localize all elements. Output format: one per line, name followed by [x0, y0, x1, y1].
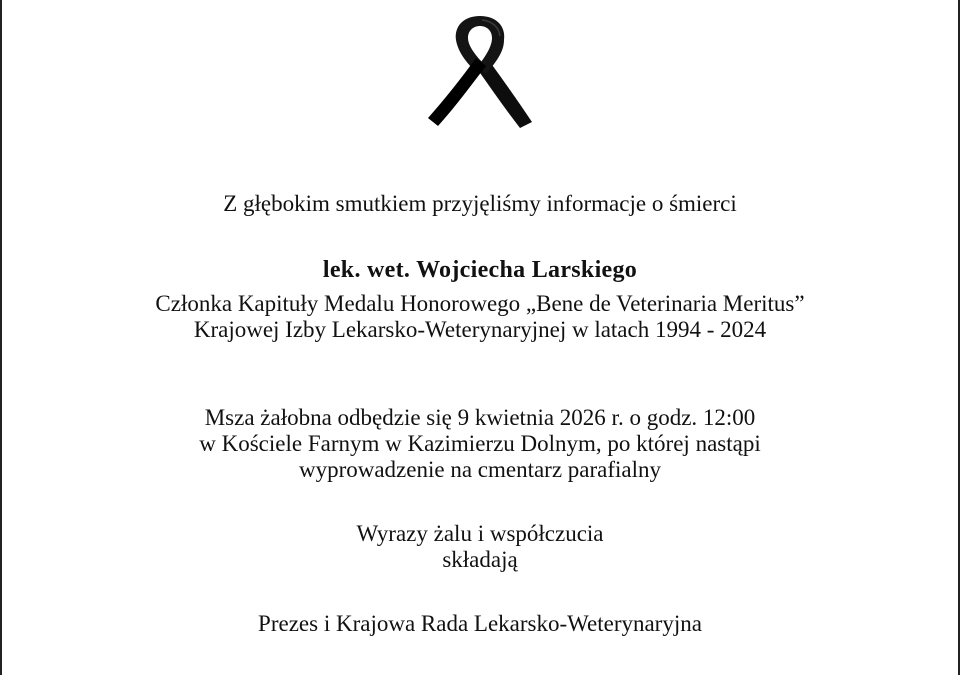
role-line-1: Członka Kapituły Medalu Honorowego „Bene de Veterinaria Meritus”	[155, 291, 805, 316]
condolence-line-2: składają	[442, 547, 518, 572]
funeral-line-3: wyprowadzenie na cmentarz parafialny	[298, 457, 662, 482]
deceased-name: lek. wet. Wojciecha Larskiego	[322, 257, 638, 283]
condolence-line-1: Wyrazy żalu i współczucia	[356, 521, 604, 546]
intro-text: Z głębokim smutkiem przyjęliśmy informacje o śmierci	[223, 191, 737, 216]
role-line-2: Krajowej Izby Lekarsko-Weterynaryjnej w latach 1994 - 2024	[193, 317, 767, 342]
funeral-line-2: w Kościele Farnym w Kazimierzu Dolnym, po której nastąpi	[199, 431, 761, 456]
signature: Prezes i Krajowa Rada Lekarsko-Weterynaryjna	[258, 611, 702, 636]
funeral-line-1: Msza żałobna odbędzie się 9 kwietnia 2026 r. o godz. 12:00	[204, 405, 756, 430]
mourning-ribbon-icon	[420, 12, 540, 140]
